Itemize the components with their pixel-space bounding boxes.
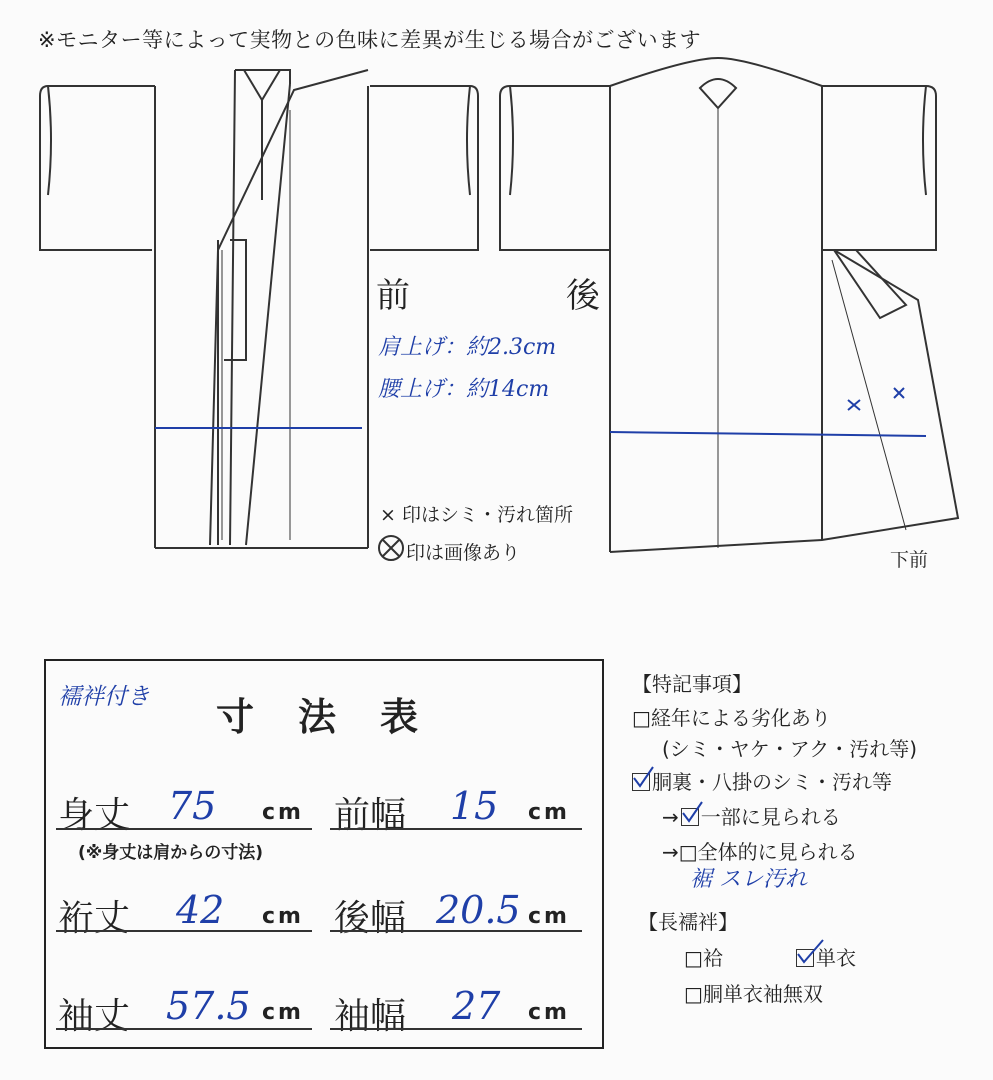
unlined-label: 単衣: [816, 946, 856, 970]
aging-detail: (シミ・ヤケ・アク・汚れ等): [662, 737, 918, 761]
underwear-header: 【長襦袢】: [638, 910, 738, 934]
size-value: 75: [168, 784, 217, 828]
size-unit: cm: [262, 1000, 304, 1025]
size-underline: [330, 828, 582, 830]
image-legend: 印は画像あり: [406, 542, 521, 564]
partial-row: [662, 801, 841, 830]
checked-box-icon: [632, 773, 650, 791]
lower-front-label: 下前: [890, 549, 929, 571]
special-notes-header: 【特記事項】: [632, 672, 752, 696]
size-label: 身丈: [58, 795, 131, 836]
whole-row: →□全体的に見られる: [662, 840, 858, 864]
shoulder-tuck-note: 肩上げ：約2.3cm: [378, 335, 557, 360]
size-value: 57.5: [166, 984, 251, 1028]
size-value: 27: [452, 984, 501, 1028]
aging-checkbox-label: □経年による劣化あり: [632, 706, 831, 730]
front-label: 前: [376, 276, 410, 316]
height-note: (※身丈は肩からの寸法): [78, 843, 264, 863]
size-value: 15: [450, 784, 499, 828]
size-value: 42: [176, 888, 225, 932]
arrow-label: →: [662, 805, 679, 829]
checked-box-icon: [796, 949, 814, 967]
front-view: [40, 70, 478, 548]
lining-stain-label: 胴裏・八掛のシミ・汚れ等: [652, 770, 892, 794]
hem-soil-note: 裾 スレ汚れ: [690, 867, 807, 892]
size-underline: [330, 1028, 582, 1030]
lined-option: □袷: [684, 946, 723, 970]
stain-legend: × 印はシミ・汚れ箇所: [380, 504, 573, 526]
partial-label: 一部に見られる: [700, 805, 841, 829]
body-unlined-option: □胴単衣袖無双: [684, 982, 823, 1006]
stain-mark: [894, 388, 904, 398]
size-underline: [56, 1028, 312, 1030]
back-label: 後: [566, 276, 600, 316]
size-label: 前幅: [334, 795, 407, 836]
color-notice: ※モニター等によって実物との色味に差異が生じる場合がございます: [38, 28, 702, 52]
underwear-included-note: 襦袢付き: [58, 684, 150, 710]
size-unit: cm: [262, 904, 304, 929]
size-label: 袖幅: [334, 996, 407, 1037]
size-underline: [56, 930, 312, 932]
waist-tuck-note: 腰上げ：約14cm: [378, 377, 550, 402]
size-label: 袖丈: [58, 996, 131, 1037]
size-unit: cm: [528, 1000, 570, 1025]
lining-stain-row: [632, 766, 892, 795]
unlined-row: [796, 942, 856, 971]
size-label: 裄丈: [58, 898, 131, 939]
size-value: 20.5: [436, 888, 521, 932]
checked-box-icon: [681, 808, 699, 826]
size-table-title: 寸法表: [216, 695, 463, 739]
size-unit: cm: [262, 800, 304, 825]
size-underline: [56, 828, 312, 830]
size-underline: [330, 930, 582, 932]
stain-marks: [848, 388, 904, 410]
stain-mark: [848, 400, 860, 410]
size-unit: cm: [528, 800, 570, 825]
size-label: 後幅: [334, 898, 407, 939]
size-unit: cm: [528, 904, 570, 929]
